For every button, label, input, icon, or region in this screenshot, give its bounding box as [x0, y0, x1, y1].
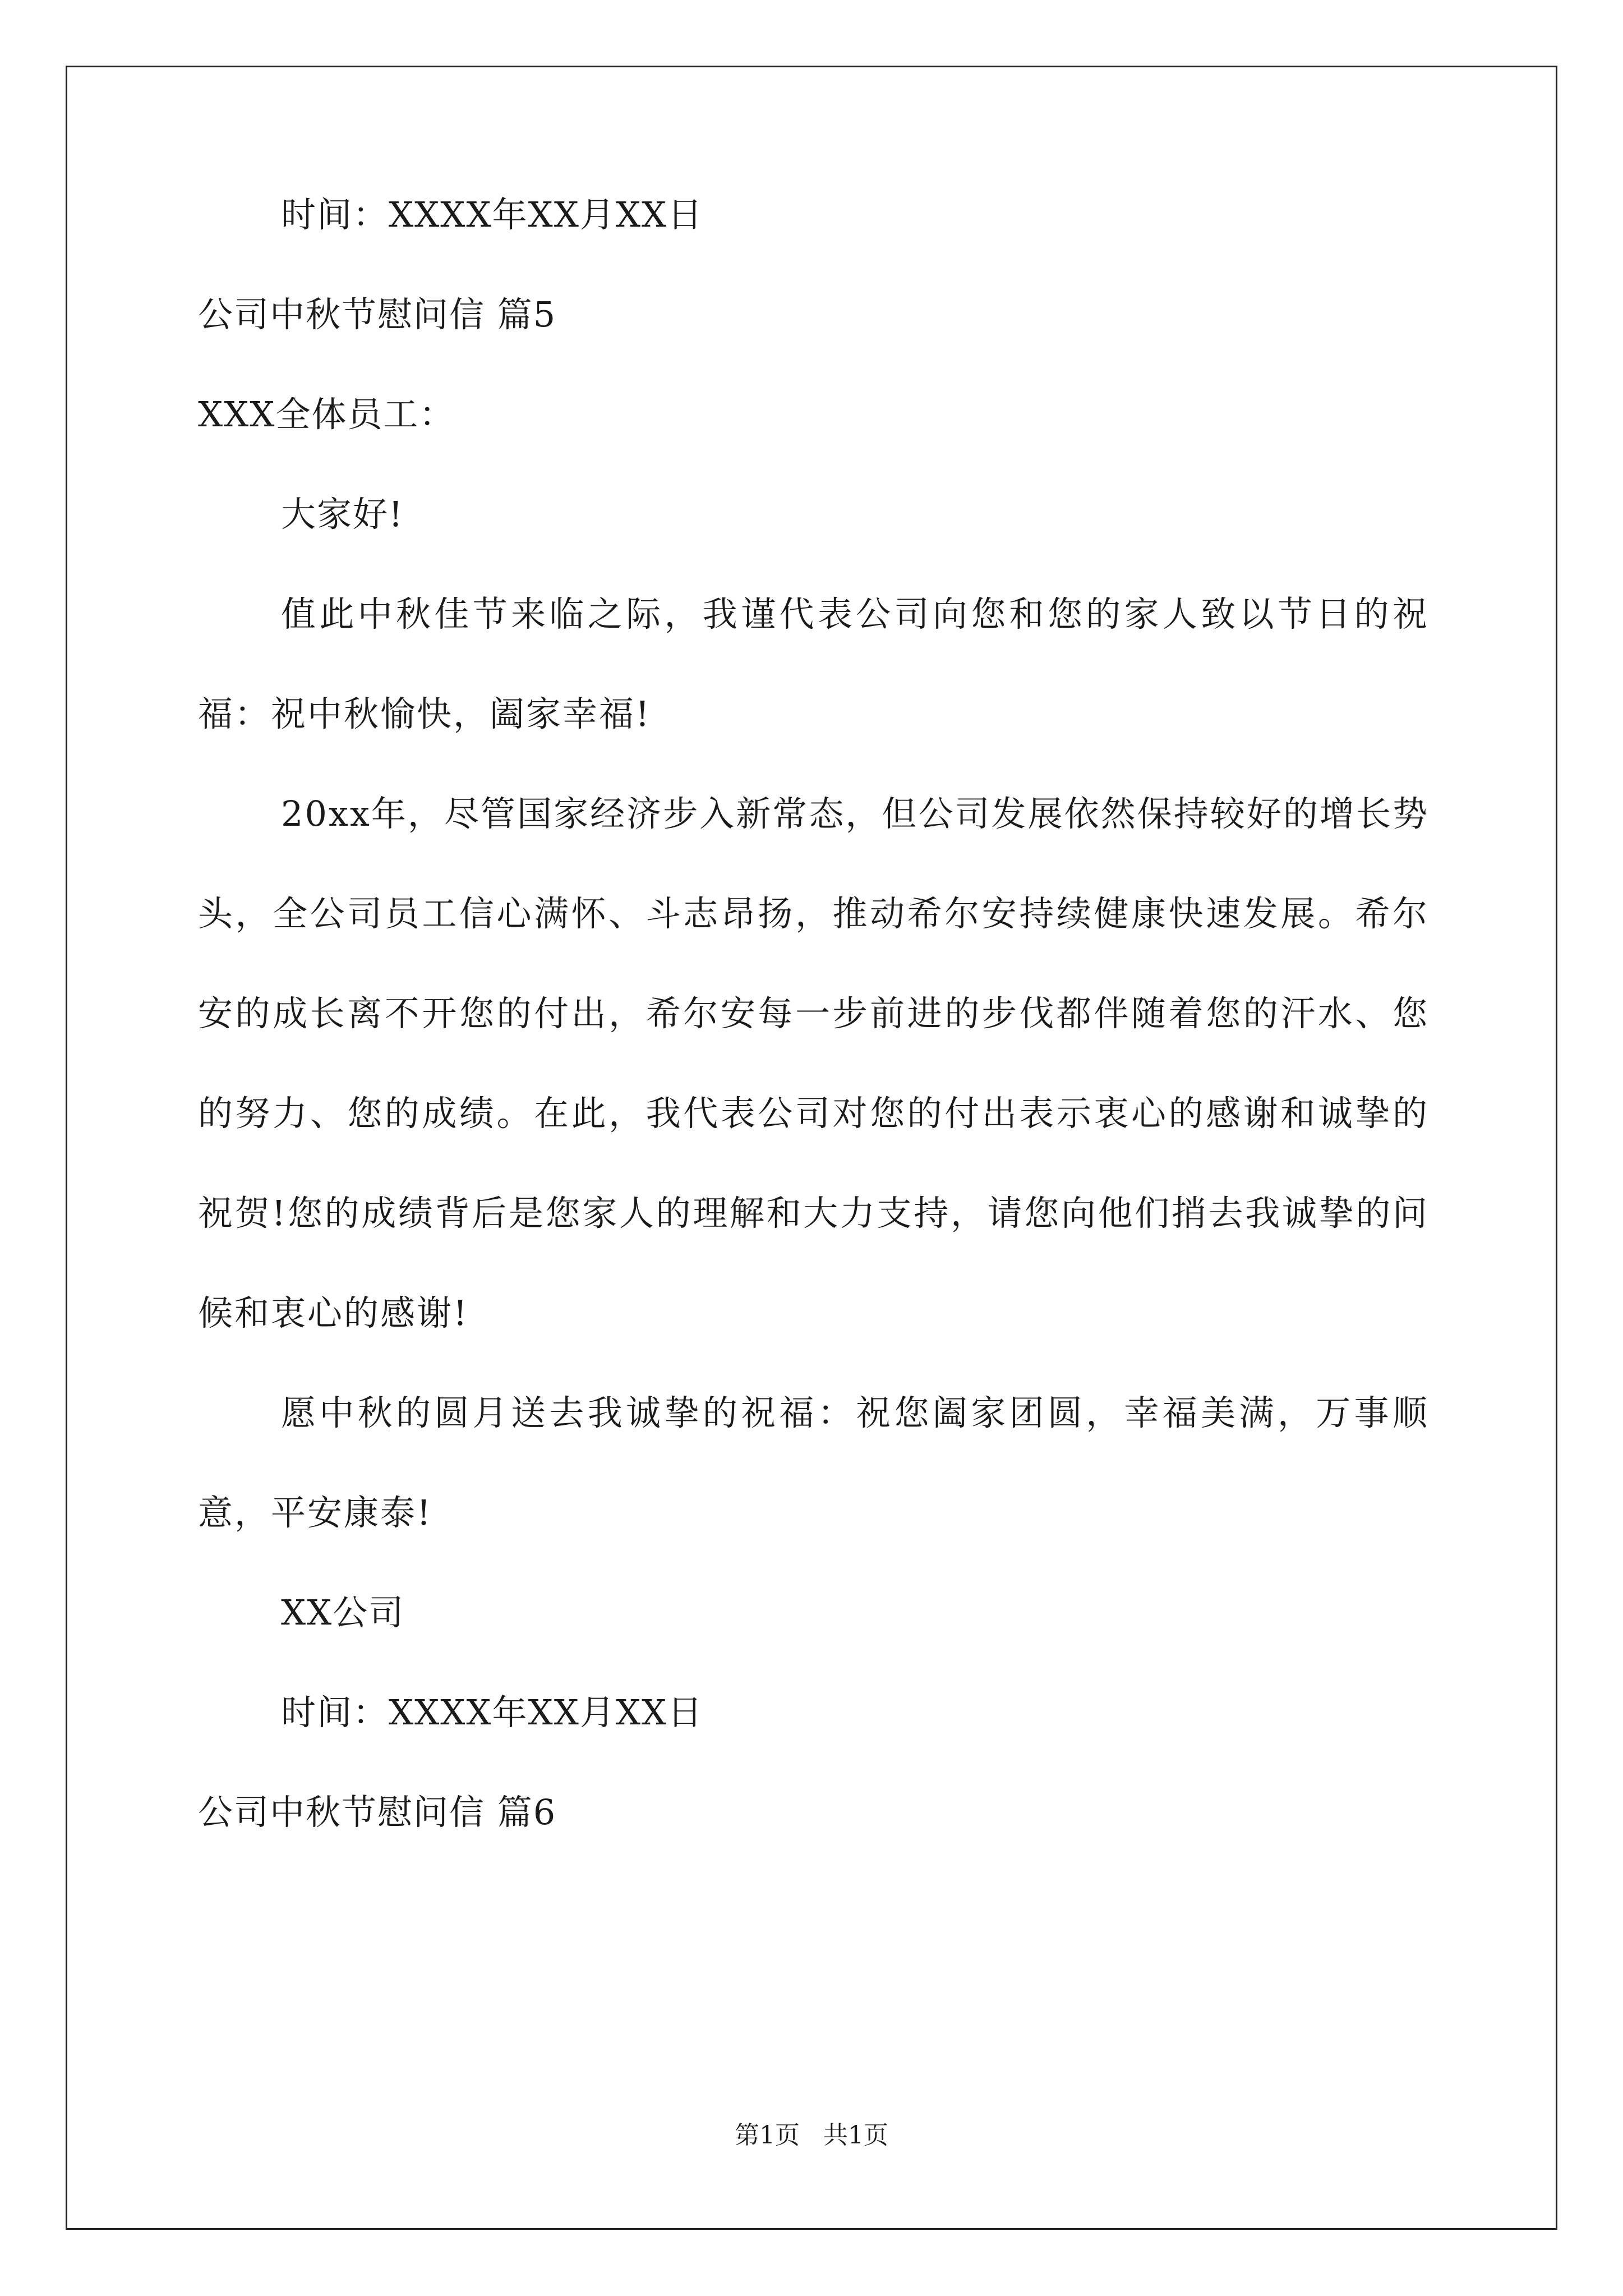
greeting: 大家好! — [281, 494, 404, 535]
document-body — [198, 194, 1429, 1895]
salutation: XXX全体员工： — [198, 394, 455, 435]
section-heading: 公司中秋节慰问信 篇5 — [198, 294, 557, 335]
page-number-footer: 第1页 共1页 — [735, 2121, 888, 2150]
date-line: 时间：XXXX年XX月XX日 — [281, 1692, 704, 1733]
signature: XX公司 — [281, 1592, 405, 1633]
section-heading: 公司中秋节慰问信 篇6 — [198, 1792, 557, 1833]
paragraph: 值此中秋佳节来临之际，我谨代表公司向您和您的家人致以节日的祝福：祝中秋愉快，阖家幸福! — [198, 593, 1429, 734]
paragraph: 20xx年，尽管国家经济步入新常态，但公司发展依然保持较好的增长势头，全公司员工信心满怀、斗志昂扬，推动希尔安持续健康快速发展。希尔安的成长离不开您的付出，希尔安每一步前进的步伐都伴随着您的汗水、您的努力、您的成绩。在此，我代表公司对您的付出表示衷心的感谢和诚挚的祝贺!您的成绩背后是您家人的理解和大力支持，请您向他们捎去我诚挚的问候和衷心的感谢! — [198, 793, 1429, 1333]
paragraph: 愿中秋的圆月送去我诚挚的祝福：祝您阖家团圆，幸福美满，万事顺意，平安康泰! — [198, 1392, 1429, 1533]
date-line: 时间：XXXX年XX月XX日 — [281, 194, 704, 235]
